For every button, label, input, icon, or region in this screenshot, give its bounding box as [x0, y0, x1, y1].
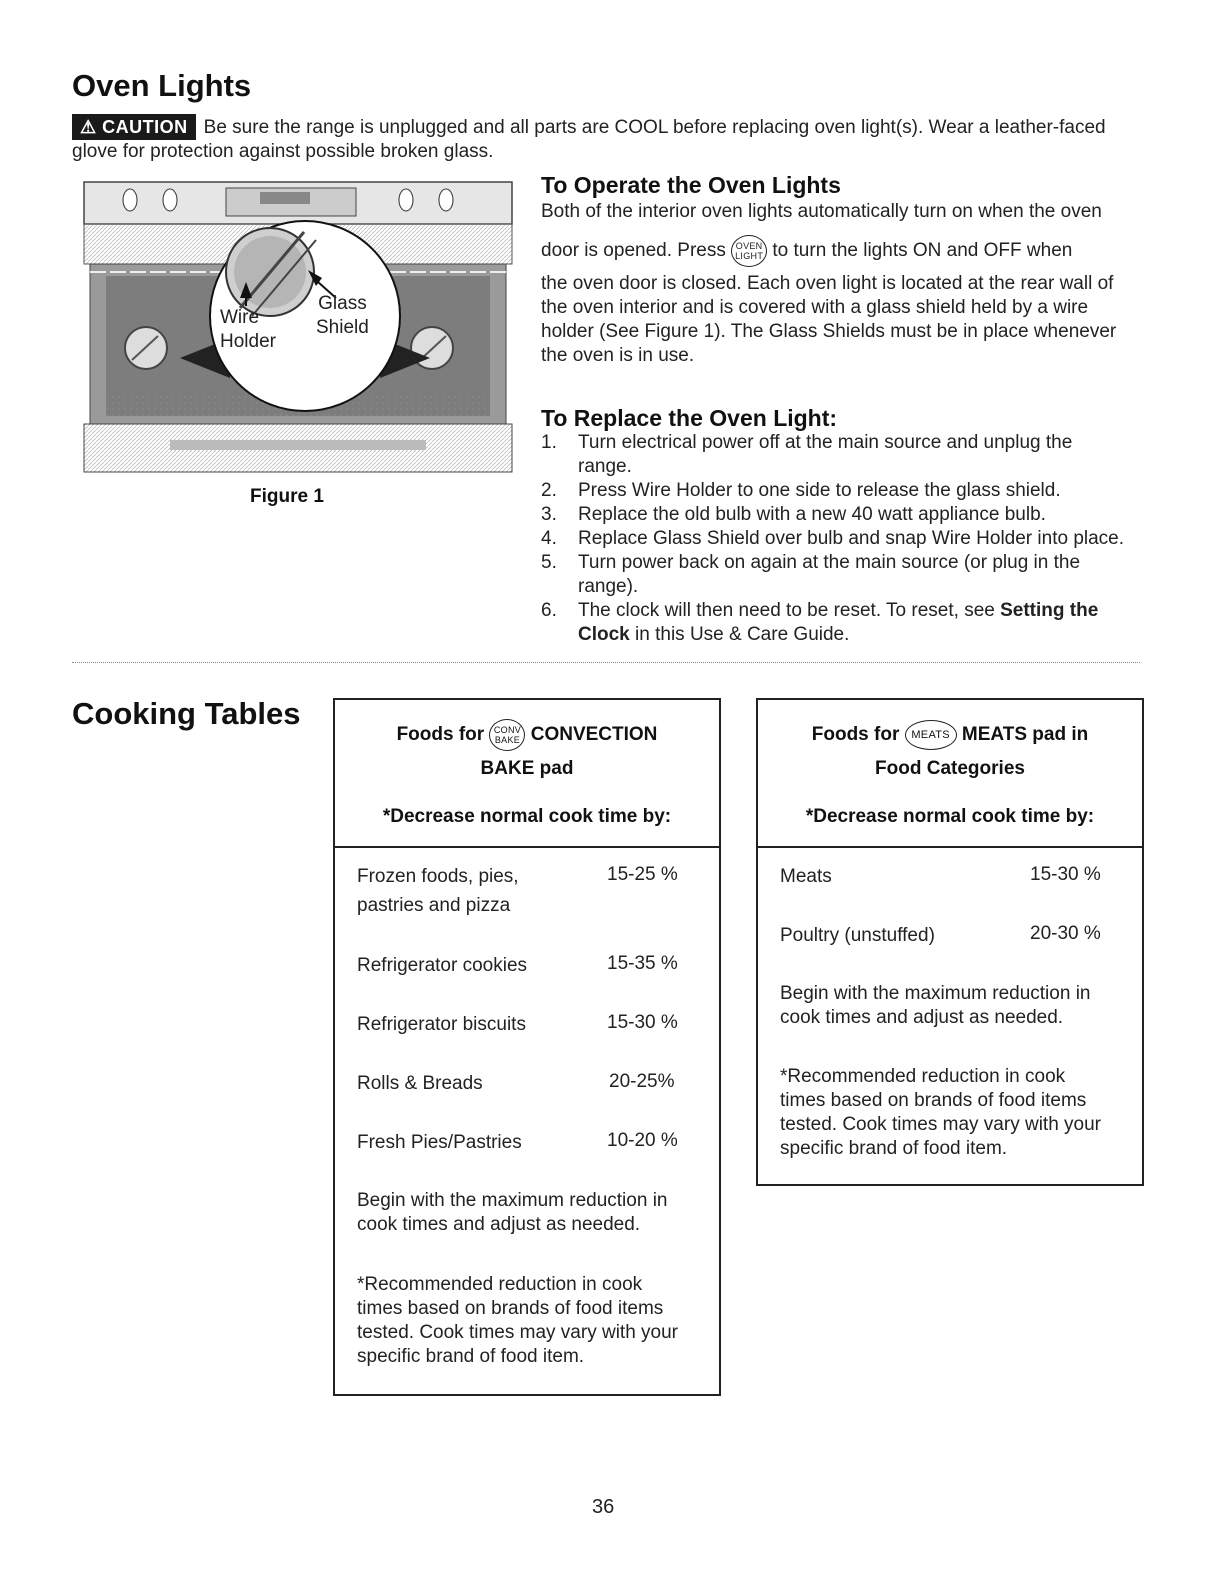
step-text: Turn electrical power off at the main source and unplug the [578, 432, 1073, 453]
pad-bottom: BAKE [494, 734, 521, 745]
begin-note-line: cook times and adjust as needed. [357, 1214, 641, 1235]
meats-decrease-label: *Decrease normal cook time by: [805, 806, 1095, 827]
meats-pad-icon [905, 720, 957, 750]
step-number: 1. [541, 432, 557, 453]
table-row: Rolls & Breads [357, 1073, 483, 1094]
figure-label-wire-holder [220, 306, 276, 354]
step-5 [541, 551, 1151, 599]
food-name: Frozen foods, pies, [357, 866, 519, 887]
rec-note-line: specific brand of food item. [357, 1346, 585, 1367]
figure-label-glass-shield [316, 292, 369, 340]
caution-text-line1: Be sure the range is unplugged and all parts are COOL before replacing oven light(s). Wear a leather-faced [203, 117, 1106, 138]
table-row: Refrigerator biscuits [357, 1014, 526, 1035]
label-glass: Glass [318, 293, 367, 314]
step-text: Turn power back on again at the main source (or plug in the [578, 552, 1081, 573]
step-6 [541, 599, 1151, 647]
step-text: range). [578, 576, 639, 597]
heading-replace: To Replace the Oven Light: [541, 405, 838, 431]
operate-line2 [541, 234, 1151, 268]
pad-top: OVEN [735, 240, 763, 251]
begin-note-line: Begin with the maximum reduction in [357, 1190, 668, 1211]
operate-line6: the oven is in use. [541, 345, 695, 366]
operate-paragraph [541, 200, 1151, 368]
step-text: Replace Glass Shield over bulb and snap Wire Holder into place. [578, 528, 1125, 549]
rec-note-line: times based on brands of food items [780, 1090, 1087, 1111]
replace-steps [541, 431, 1151, 647]
reduction-percent: 20-30 % [1030, 923, 1101, 944]
reduction-percent: 15-30 % [1030, 864, 1101, 885]
section-title-oven-lights: Oven Lights [72, 68, 252, 103]
rec-note-line: *Recommended reduction in cook [357, 1274, 643, 1295]
step-1 [541, 431, 1151, 479]
step-number: 5. [541, 552, 557, 573]
step-text: Press Wire Holder to one side to release the glass shield. [578, 480, 1061, 501]
step-6-bold-ref2: Clock [578, 624, 630, 645]
heading-operate: To Operate the Oven Lights [541, 172, 841, 198]
step-6-text: The clock will then need to be reset. To reset, see [578, 600, 995, 621]
recommended-note [357, 1273, 678, 1369]
rec-note-line: tested. Cook times may vary with your [357, 1322, 678, 1343]
meats-table-header [758, 700, 1142, 848]
operate-line2-before: door is opened. Press [541, 240, 726, 261]
figure-caption: Figure 1 [250, 486, 324, 507]
reduction-percent: 15-30 % [607, 1012, 678, 1033]
label-wire: Wire [220, 307, 260, 328]
pad-bottom: LIGHT [735, 250, 764, 261]
foods-for-label: Foods for [811, 724, 900, 745]
caution-text-line2: glove for protection against possible broken glass. [72, 141, 494, 162]
caution-notice [72, 114, 1152, 140]
operate-line4: the oven interior and is covered with a glass shield held by a wire [541, 297, 1089, 318]
begin-note [780, 982, 1090, 1030]
foods-for-label: Foods for [396, 724, 485, 745]
step-2 [541, 479, 1151, 503]
caution-badge [72, 114, 196, 140]
table-row: Meats [780, 866, 832, 887]
meats-header-line1 [758, 718, 1142, 752]
oven-light-pad-icon [731, 235, 767, 267]
reduction-percent: 15-25 % [607, 864, 678, 885]
step-number: 6. [541, 600, 557, 621]
table-row [357, 864, 519, 918]
page-number: 36 [592, 1496, 615, 1518]
conv-bake-pad-icon [489, 719, 525, 751]
rec-note-line: times based on brands of food items [357, 1298, 664, 1319]
recommended-note [780, 1065, 1101, 1161]
step-6-bold-ref: Setting the [1000, 600, 1099, 621]
table-row: Refrigerator cookies [357, 955, 528, 976]
begin-note-line: cook times and adjust as needed. [780, 1007, 1064, 1028]
step-4 [541, 527, 1151, 551]
food-name: pastries and pizza [357, 895, 511, 916]
operate-line2-after: to turn the lights ON and OFF when [772, 240, 1073, 261]
reduction-percent: 15-35 % [607, 953, 678, 974]
step-number: 2. [541, 480, 557, 501]
convection-header-line1 [335, 718, 719, 752]
reduction-percent: 20-25% [609, 1071, 675, 1092]
section-divider [72, 662, 1140, 663]
convection-table-header [335, 700, 719, 848]
convection-bake-table [333, 698, 721, 1396]
oven-illustration [80, 178, 516, 478]
pad-name: CONVECTION [530, 724, 658, 745]
meats-header-line2: Food Categories [875, 758, 1025, 779]
convection-header-line2: BAKE pad [480, 758, 574, 779]
rec-note-line: *Recommended reduction in cook [780, 1066, 1066, 1087]
section-title-cooking-tables: Cooking Tables [72, 696, 301, 731]
operate-line3: the oven door is closed. Each oven light is located at the rear wall of [541, 273, 1114, 294]
pad-text: MEATS [911, 728, 950, 741]
label-holder: Holder [220, 331, 276, 352]
step-text [578, 599, 1151, 623]
label-shield: Shield [316, 317, 369, 338]
step-3 [541, 503, 1151, 527]
operate-line1: Both of the interior oven lights automatically turn on when the oven [541, 201, 1102, 222]
step-text: range. [578, 456, 632, 477]
step-6-text2: in this Use & Care Guide. [635, 624, 850, 645]
step-text [578, 623, 1151, 647]
convection-decrease-label: *Decrease normal cook time by: [382, 806, 672, 827]
begin-note [357, 1189, 667, 1237]
table-row: Poultry (unstuffed) [780, 925, 935, 946]
pad-top: CONV [493, 724, 522, 735]
table-row: Fresh Pies/Pastries [357, 1132, 522, 1153]
pad-name: MEATS pad in [961, 724, 1089, 745]
step-number: 4. [541, 528, 557, 549]
rec-note-line: specific brand of food item. [780, 1138, 1008, 1159]
meats-table [756, 698, 1144, 1186]
operate-line5: holder (See Figure 1). The Glass Shields must be in place whenever [541, 321, 1117, 342]
oven-figure [80, 178, 516, 478]
step-number: 3. [541, 504, 557, 525]
reduction-percent: 10-20 % [607, 1130, 678, 1151]
caution-label: CAUTION [102, 117, 188, 137]
begin-note-line: Begin with the maximum reduction in [780, 983, 1091, 1004]
rec-note-line: tested. Cook times may vary with your [780, 1114, 1101, 1135]
warning-icon: ⚠ [80, 117, 97, 137]
step-text: Replace the old bulb with a new 40 watt appliance bulb. [578, 504, 1046, 525]
